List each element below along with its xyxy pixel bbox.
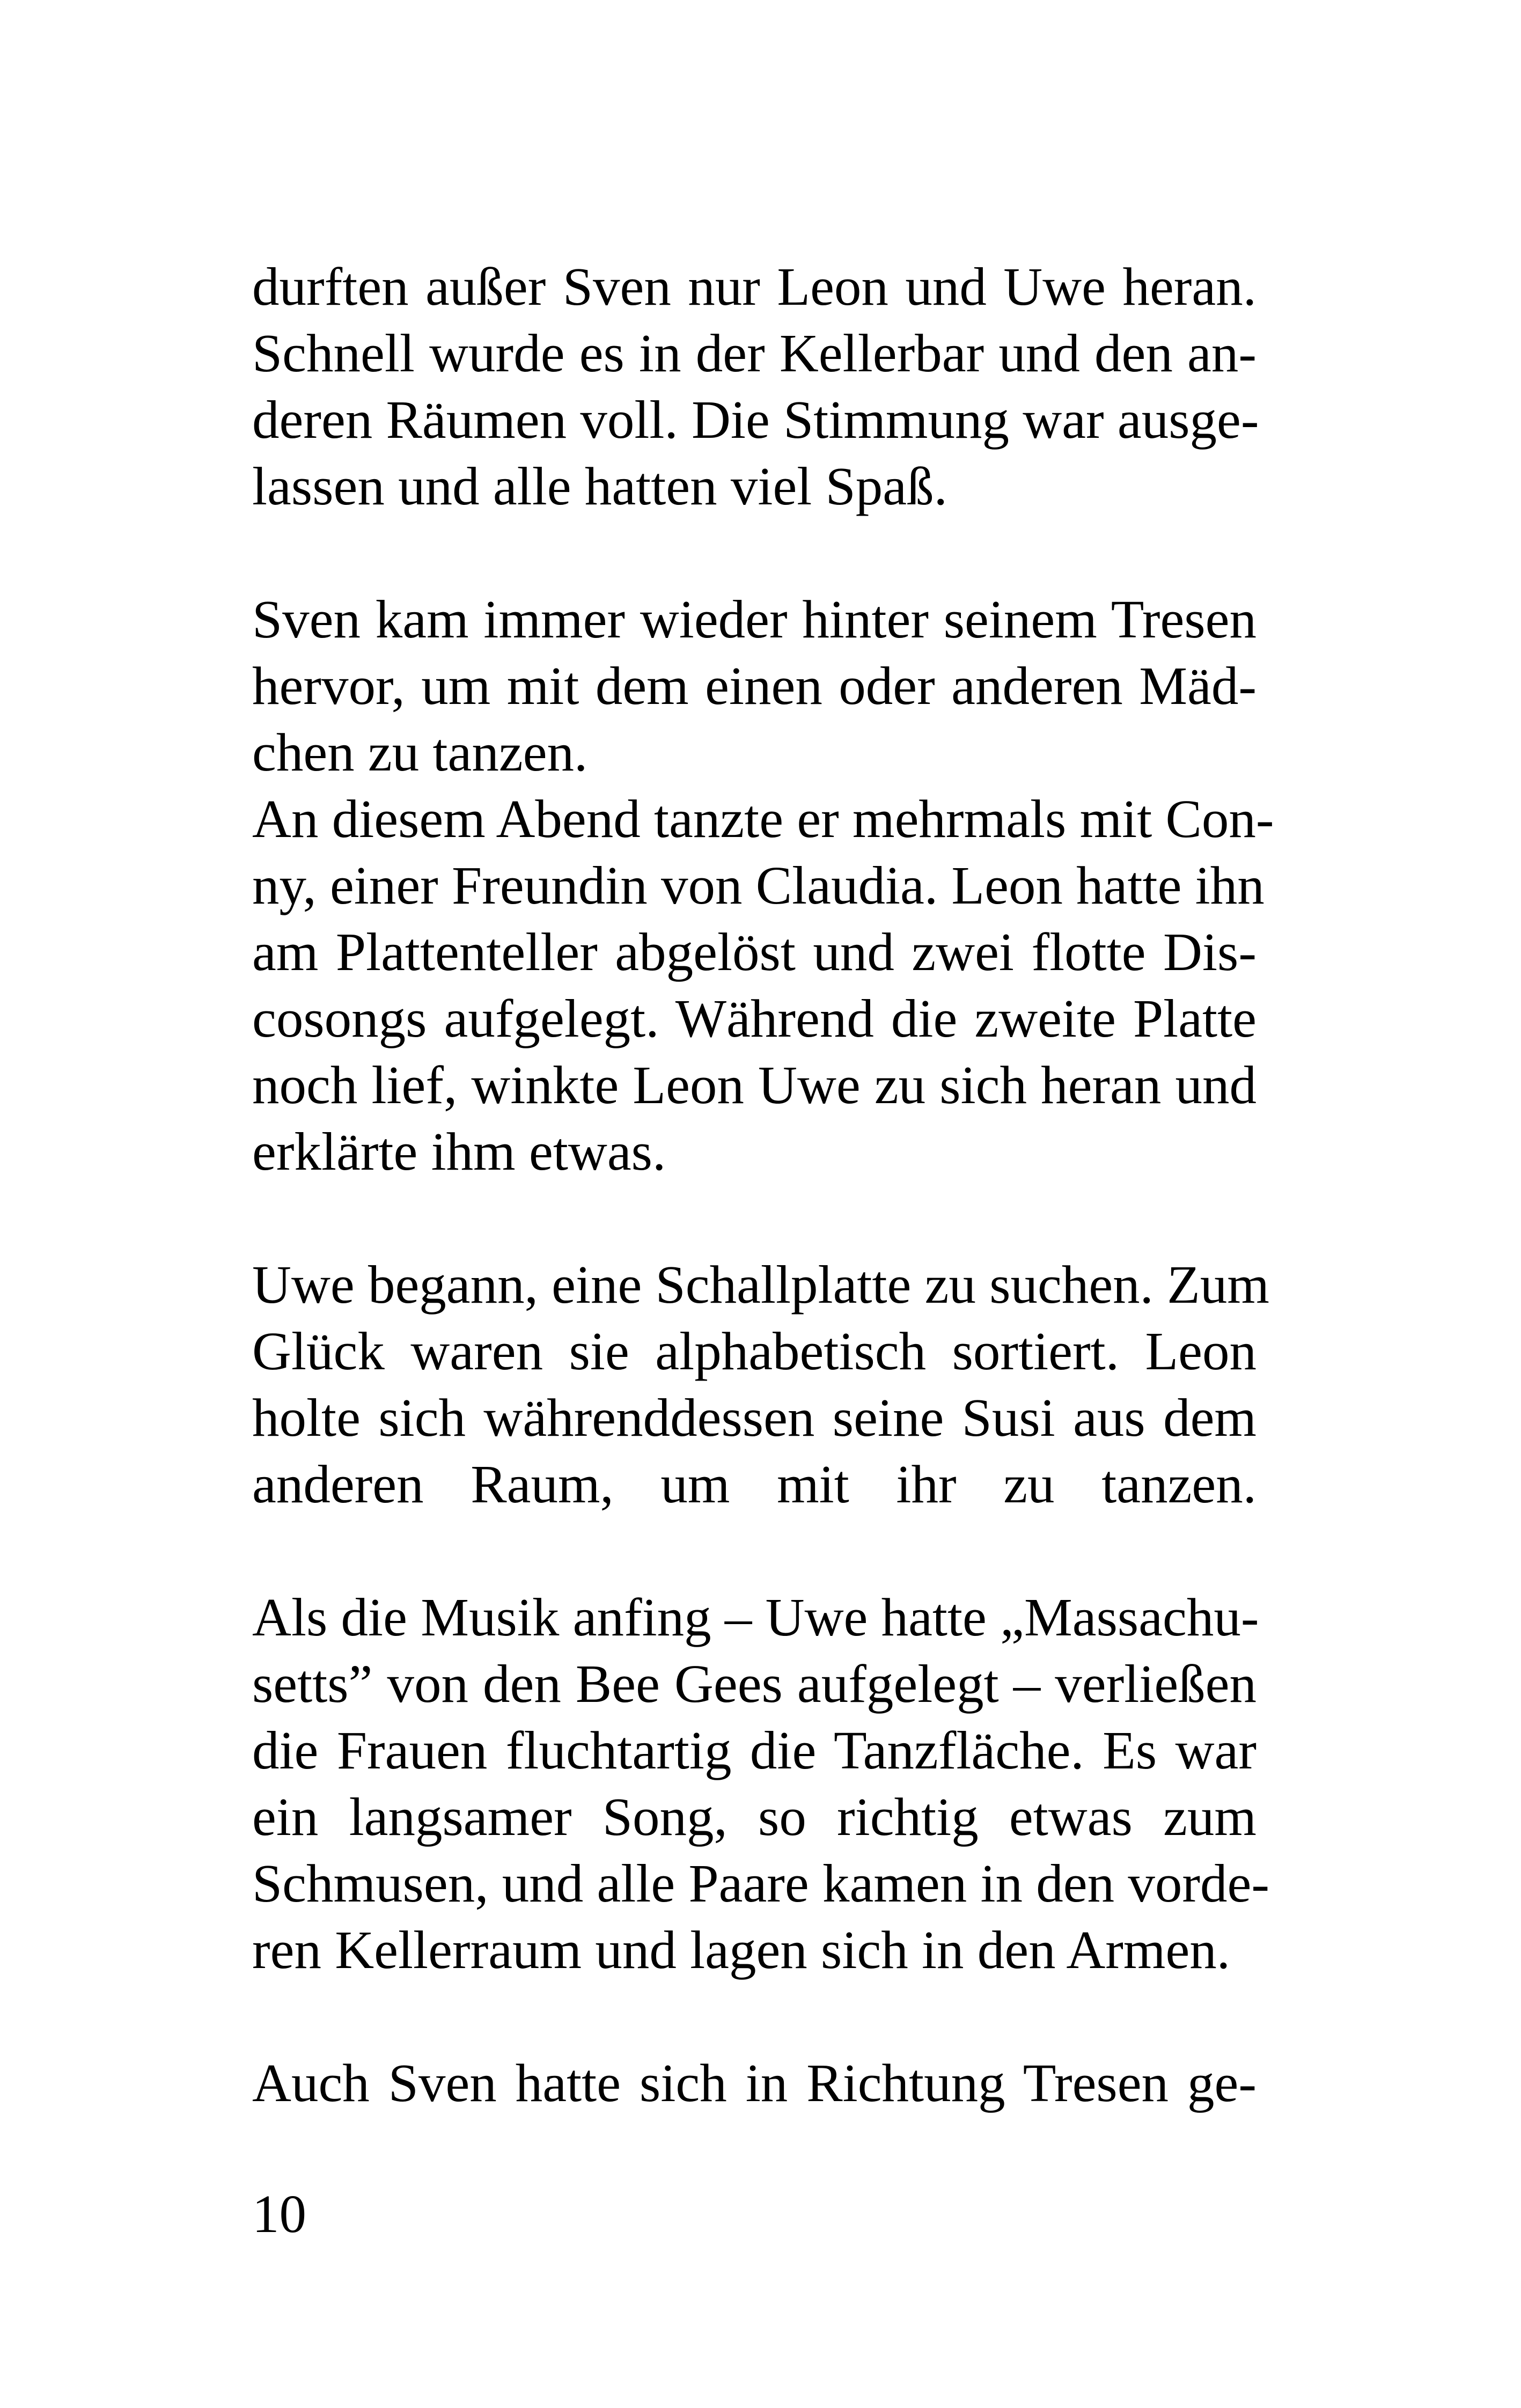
text-line: cosongs aufgelegt. Während die zweite Platte (252, 988, 1257, 1048)
text-line: Auch Sven hatte sich in Richtung Tresen ge- (252, 2053, 1257, 2113)
text-line: die Frauen fluchtartig die Tanzfläche. Es war (252, 1720, 1257, 1780)
text-line: am Plattenteller abgelöst und zwei flotte Dis- (252, 922, 1257, 982)
paragraph-1 (252, 253, 1257, 519)
text-line: setts” von den Bee Gees aufgelegt – verließen (252, 1654, 1257, 1714)
text-line: ren Kellerraum und lagen sich in den Armen. (252, 1920, 1231, 1980)
text-line: erklärte ihm etwas. (252, 1121, 666, 1181)
paragraph-gap (252, 1983, 1257, 2050)
text-line: anderen Raum, um mit ihr zu tanzen. (252, 1454, 1257, 1514)
text-line: hervor, um mit dem einen oder anderen Mäd- (252, 656, 1257, 716)
paragraph-gap (252, 1517, 1257, 1584)
text-line: deren Räumen voll. Die Stimmung war ausge- (252, 390, 1259, 450)
text-line: An diesem Abend tanzte er mehrmals mit Con- (252, 789, 1274, 849)
paragraph-gap (252, 519, 1257, 586)
text-line: Schnell wurde es in der Kellerbar und den an- (252, 323, 1257, 383)
text-line: ny, einer Freundin von Claudia. Leon hatte ihn (252, 855, 1265, 915)
paragraph-gap (252, 1185, 1257, 1251)
text-line: holte sich währenddessen seine Susi aus dem (252, 1387, 1257, 1448)
text-line: ein langsamer Song, so richtig etwas zum (252, 1787, 1257, 1847)
text-line: Schmusen, und alle Paare kamen in den vorde- (252, 1853, 1269, 1913)
text-line: Sven kam immer wieder hinter seinem Tresen (252, 589, 1257, 649)
text-line: durften außer Sven nur Leon und Uwe heran. (252, 256, 1257, 317)
text-line: Uwe begann, eine Schallplatte zu suchen. Zum (252, 1254, 1269, 1315)
text-line: Glück waren sie alphabetisch sortiert. Leon (252, 1321, 1257, 1381)
body-text (252, 253, 1274, 2116)
text-line: noch lief, winkte Leon Uwe zu sich heran und (252, 1055, 1257, 1115)
text-line: lassen und alle hatten viel Spaß. (252, 456, 947, 516)
text-line: Als die Musik anfing – Uwe hatte „Massachu- (252, 1587, 1259, 1647)
paragraph-3 (252, 1251, 1269, 1517)
text-line: chen zu tanzen. (252, 722, 588, 782)
paragraph-5 (252, 2050, 1257, 2116)
paragraph-2 (252, 586, 1274, 1185)
page-number: 10 (252, 2184, 306, 2244)
paragraph-4 (252, 1584, 1269, 1983)
